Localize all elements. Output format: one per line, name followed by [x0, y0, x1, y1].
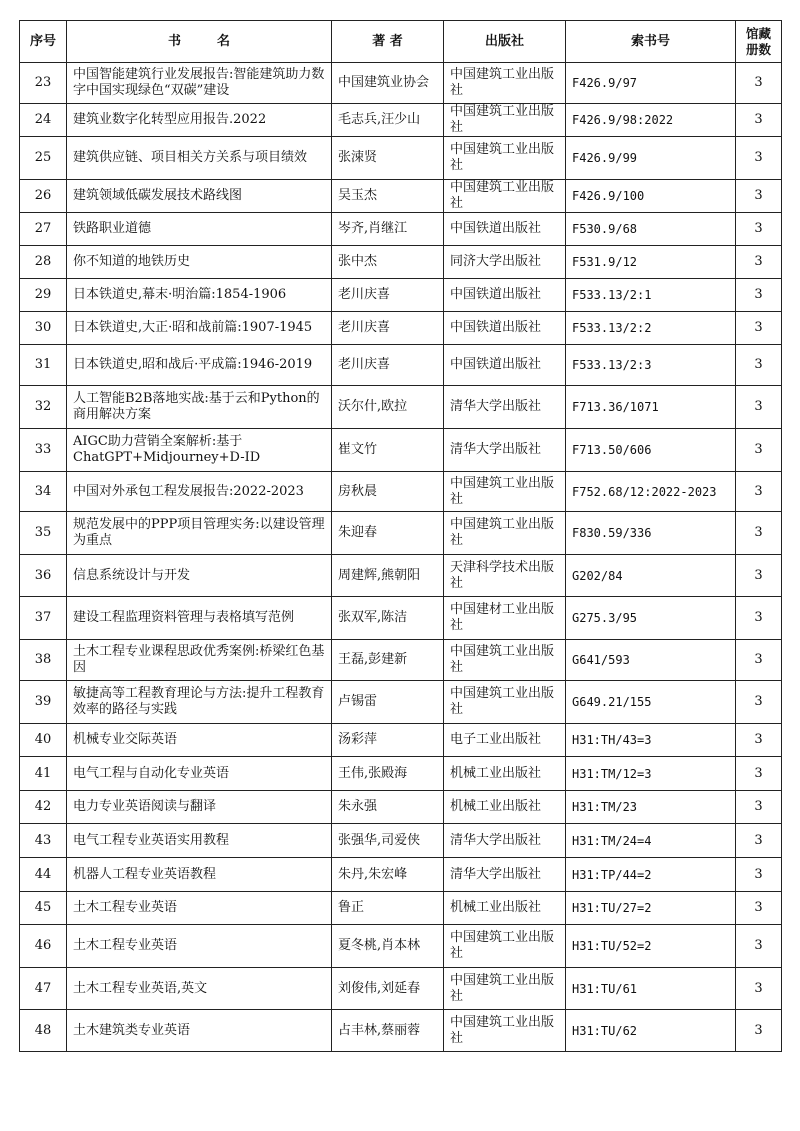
cell-title: 信息系统设计与开发 [67, 555, 332, 597]
cell-title: 规范发展中的PPP项目管理实务:以建设管理为重点 [67, 512, 332, 555]
cell-title: 建筑供应链、项目相关方关系与项目绩效 [67, 137, 332, 180]
cell-call-number: H31:TM/24=4 [566, 824, 736, 858]
cell-call-number: G202/84 [566, 555, 736, 597]
header-author: 著 者 [332, 21, 444, 63]
cell-call-number: H31:TU/62 [566, 1010, 736, 1052]
cell-author: 张中杰 [332, 246, 444, 279]
table-row [20, 858, 782, 892]
cell-call-number: F713.50/606 [566, 429, 736, 472]
table-row [20, 757, 782, 791]
table-row [20, 312, 782, 345]
cell-author: 王磊,彭建新 [332, 640, 444, 681]
header-publisher: 出版社 [444, 21, 566, 63]
cell-author: 朱永强 [332, 791, 444, 824]
cell-publisher: 中国建筑工业出版社 [444, 512, 566, 555]
cell-title: 人工智能B2B落地实战:基于云和Python的商用解决方案 [67, 386, 332, 429]
cell-no: 30 [20, 312, 67, 345]
cell-publisher: 机械工业出版社 [444, 791, 566, 824]
cell-title: 建设工程监理资料管理与表格填写范例 [67, 597, 332, 640]
cell-title: 电气工程专业英语实用教程 [67, 824, 332, 858]
cell-author: 张涑贤 [332, 137, 444, 180]
cell-title: 土木工程专业英语 [67, 925, 332, 968]
cell-no: 44 [20, 858, 67, 892]
table-row [20, 724, 782, 757]
book-catalog-table [19, 20, 782, 1052]
cell-call-number: H31:TU/52=2 [566, 925, 736, 968]
cell-holdings: 3 [736, 1010, 782, 1052]
cell-call-number: H31:TH/43=3 [566, 724, 736, 757]
cell-author: 中国建筑业协会 [332, 63, 444, 104]
cell-title: 日本铁道史,大正·昭和战前篇:1907-1945 [67, 312, 332, 345]
cell-no: 45 [20, 892, 67, 925]
cell-no: 42 [20, 791, 67, 824]
cell-publisher: 同济大学出版社 [444, 246, 566, 279]
cell-no: 39 [20, 681, 67, 724]
cell-author: 卢锡雷 [332, 681, 444, 724]
cell-call-number: F531.9/12 [566, 246, 736, 279]
table-body [20, 63, 782, 1052]
cell-holdings: 3 [736, 345, 782, 386]
cell-title: 电力专业英语阅读与翻译 [67, 791, 332, 824]
cell-call-number: F426.9/99 [566, 137, 736, 180]
cell-holdings: 3 [736, 137, 782, 180]
header-holdings: 馆藏册数 [736, 21, 782, 63]
cell-author: 崔文竹 [332, 429, 444, 472]
cell-author: 沃尔什,欧拉 [332, 386, 444, 429]
cell-no: 48 [20, 1010, 67, 1052]
cell-call-number: F426.9/97 [566, 63, 736, 104]
cell-publisher: 中国建筑工业出版社 [444, 640, 566, 681]
cell-author: 老川庆喜 [332, 345, 444, 386]
table-row [20, 63, 782, 104]
cell-author: 吴玉杰 [332, 180, 444, 213]
cell-call-number: H31:TP/44=2 [566, 858, 736, 892]
table-row [20, 640, 782, 681]
cell-author: 刘俊伟,刘延春 [332, 968, 444, 1010]
cell-call-number: F426.9/98:2022 [566, 104, 736, 137]
cell-author: 老川庆喜 [332, 279, 444, 312]
cell-author: 房秋晨 [332, 472, 444, 512]
cell-publisher: 中国建筑工业出版社 [444, 1010, 566, 1052]
cell-author: 王伟,张殿海 [332, 757, 444, 791]
cell-holdings: 3 [736, 429, 782, 472]
cell-holdings: 3 [736, 555, 782, 597]
cell-holdings: 3 [736, 791, 782, 824]
cell-publisher: 中国建筑工业出版社 [444, 104, 566, 137]
table-row [20, 180, 782, 213]
table-row [20, 597, 782, 640]
table-row [20, 137, 782, 180]
cell-author: 夏冬桃,肖本林 [332, 925, 444, 968]
cell-author: 岑齐,肖继江 [332, 213, 444, 246]
cell-publisher: 清华大学出版社 [444, 429, 566, 472]
cell-title: 电气工程与自动化专业英语 [67, 757, 332, 791]
header-no: 序号 [20, 21, 67, 63]
cell-publisher: 中国铁道出版社 [444, 213, 566, 246]
cell-title: 土木工程专业课程思政优秀案例:桥梁红色基因 [67, 640, 332, 681]
cell-call-number: F830.59/336 [566, 512, 736, 555]
cell-call-number: F426.9/100 [566, 180, 736, 213]
cell-no: 24 [20, 104, 67, 137]
cell-call-number: H31:TU/27=2 [566, 892, 736, 925]
cell-call-number: H31:TU/61 [566, 968, 736, 1010]
cell-no: 35 [20, 512, 67, 555]
cell-publisher: 中国铁道出版社 [444, 345, 566, 386]
cell-title: 敏捷高等工程教育理论与方法:提升工程教育效率的路径与实践 [67, 681, 332, 724]
cell-author: 朱迎春 [332, 512, 444, 555]
cell-no: 36 [20, 555, 67, 597]
cell-no: 41 [20, 757, 67, 791]
cell-publisher: 清华大学出版社 [444, 858, 566, 892]
cell-no: 47 [20, 968, 67, 1010]
cell-no: 37 [20, 597, 67, 640]
cell-holdings: 3 [736, 312, 782, 345]
cell-author: 老川庆喜 [332, 312, 444, 345]
table-row [20, 104, 782, 137]
cell-publisher: 中国建筑工业出版社 [444, 968, 566, 1010]
cell-call-number: G641/593 [566, 640, 736, 681]
cell-no: 34 [20, 472, 67, 512]
cell-holdings: 3 [736, 213, 782, 246]
cell-call-number: H31:TM/12=3 [566, 757, 736, 791]
table-row [20, 892, 782, 925]
cell-no: 25 [20, 137, 67, 180]
cell-no: 32 [20, 386, 67, 429]
cell-publisher: 清华大学出版社 [444, 824, 566, 858]
cell-author: 张强华,司爱侠 [332, 824, 444, 858]
cell-author: 张双军,陈洁 [332, 597, 444, 640]
cell-holdings: 3 [736, 512, 782, 555]
table-row [20, 925, 782, 968]
cell-title: 日本铁道史,昭和战后·平成篇:1946-2019 [67, 345, 332, 386]
cell-title: 土木工程专业英语 [67, 892, 332, 925]
table-row [20, 345, 782, 386]
cell-publisher: 天津科学技术出版社 [444, 555, 566, 597]
cell-title: AIGC助力营销全案解析:基于ChatGPT+Midjourney+D-ID [67, 429, 332, 472]
cell-holdings: 3 [736, 63, 782, 104]
cell-holdings: 3 [736, 824, 782, 858]
cell-holdings: 3 [736, 757, 782, 791]
header-call-number: 索书号 [566, 21, 736, 63]
cell-publisher: 清华大学出版社 [444, 386, 566, 429]
table-row [20, 681, 782, 724]
cell-title: 建筑领域低碳发展技术路线图 [67, 180, 332, 213]
cell-holdings: 3 [736, 104, 782, 137]
cell-publisher: 中国建筑工业出版社 [444, 137, 566, 180]
cell-title: 中国对外承包工程发展报告:2022-2023 [67, 472, 332, 512]
cell-holdings: 3 [736, 279, 782, 312]
cell-holdings: 3 [736, 892, 782, 925]
cell-no: 33 [20, 429, 67, 472]
cell-no: 40 [20, 724, 67, 757]
cell-no: 46 [20, 925, 67, 968]
cell-call-number: F752.68/12:2022-2023 [566, 472, 736, 512]
cell-author: 毛志兵,汪少山 [332, 104, 444, 137]
cell-author: 鲁正 [332, 892, 444, 925]
table-row [20, 429, 782, 472]
cell-call-number: F530.9/68 [566, 213, 736, 246]
cell-holdings: 3 [736, 386, 782, 429]
table-row [20, 246, 782, 279]
cell-holdings: 3 [736, 180, 782, 213]
cell-publisher: 中国建筑工业出版社 [444, 63, 566, 104]
table-row [20, 386, 782, 429]
cell-call-number: F713.36/1071 [566, 386, 736, 429]
table-row [20, 1010, 782, 1052]
table-row [20, 279, 782, 312]
cell-author: 占丰林,蔡丽蓉 [332, 1010, 444, 1052]
cell-author: 朱丹,朱宏峰 [332, 858, 444, 892]
cell-publisher: 中国建材工业出版社 [444, 597, 566, 640]
cell-publisher: 中国建筑工业出版社 [444, 925, 566, 968]
table-row [20, 472, 782, 512]
cell-publisher: 机械工业出版社 [444, 892, 566, 925]
table-row [20, 512, 782, 555]
cell-title: 你不知道的地铁历史 [67, 246, 332, 279]
cell-author: 周建辉,熊朝阳 [332, 555, 444, 597]
cell-no: 23 [20, 63, 67, 104]
header-row [20, 21, 782, 63]
cell-publisher: 机械工业出版社 [444, 757, 566, 791]
cell-call-number: H31:TM/23 [566, 791, 736, 824]
table-row [20, 791, 782, 824]
cell-no: 31 [20, 345, 67, 386]
cell-holdings: 3 [736, 246, 782, 279]
cell-call-number: F533.13/2:3 [566, 345, 736, 386]
cell-holdings: 3 [736, 724, 782, 757]
header-title: 书名 [67, 21, 332, 63]
cell-no: 28 [20, 246, 67, 279]
cell-publisher: 中国铁道出版社 [444, 312, 566, 345]
cell-no: 43 [20, 824, 67, 858]
cell-holdings: 3 [736, 968, 782, 1010]
cell-title: 土木工程专业英语,英文 [67, 968, 332, 1010]
cell-holdings: 3 [736, 597, 782, 640]
table-row [20, 968, 782, 1010]
cell-holdings: 3 [736, 858, 782, 892]
cell-holdings: 3 [736, 925, 782, 968]
cell-no: 29 [20, 279, 67, 312]
cell-call-number: F533.13/2:2 [566, 312, 736, 345]
cell-publisher: 中国建筑工业出版社 [444, 472, 566, 512]
cell-call-number: F533.13/2:1 [566, 279, 736, 312]
cell-title: 铁路职业道德 [67, 213, 332, 246]
cell-author: 汤彩萍 [332, 724, 444, 757]
cell-publisher: 中国建筑工业出版社 [444, 180, 566, 213]
cell-publisher: 中国铁道出版社 [444, 279, 566, 312]
cell-call-number: G275.3/95 [566, 597, 736, 640]
cell-call-number: G649.21/155 [566, 681, 736, 724]
cell-title: 建筑业数字化转型应用报告.2022 [67, 104, 332, 137]
cell-holdings: 3 [736, 681, 782, 724]
cell-publisher: 中国建筑工业出版社 [444, 681, 566, 724]
cell-title: 机械专业交际英语 [67, 724, 332, 757]
cell-no: 26 [20, 180, 67, 213]
table-row [20, 555, 782, 597]
cell-title: 机器人工程专业英语教程 [67, 858, 332, 892]
table-row [20, 824, 782, 858]
cell-no: 38 [20, 640, 67, 681]
table-row [20, 213, 782, 246]
cell-publisher: 电子工业出版社 [444, 724, 566, 757]
cell-holdings: 3 [736, 640, 782, 681]
cell-title: 日本铁道史,幕末·明治篇:1854-1906 [67, 279, 332, 312]
cell-title: 中国智能建筑行业发展报告:智能建筑助力数字中国实现绿色“双碳”建设 [67, 63, 332, 104]
cell-holdings: 3 [736, 472, 782, 512]
cell-no: 27 [20, 213, 67, 246]
cell-title: 土木建筑类专业英语 [67, 1010, 332, 1052]
